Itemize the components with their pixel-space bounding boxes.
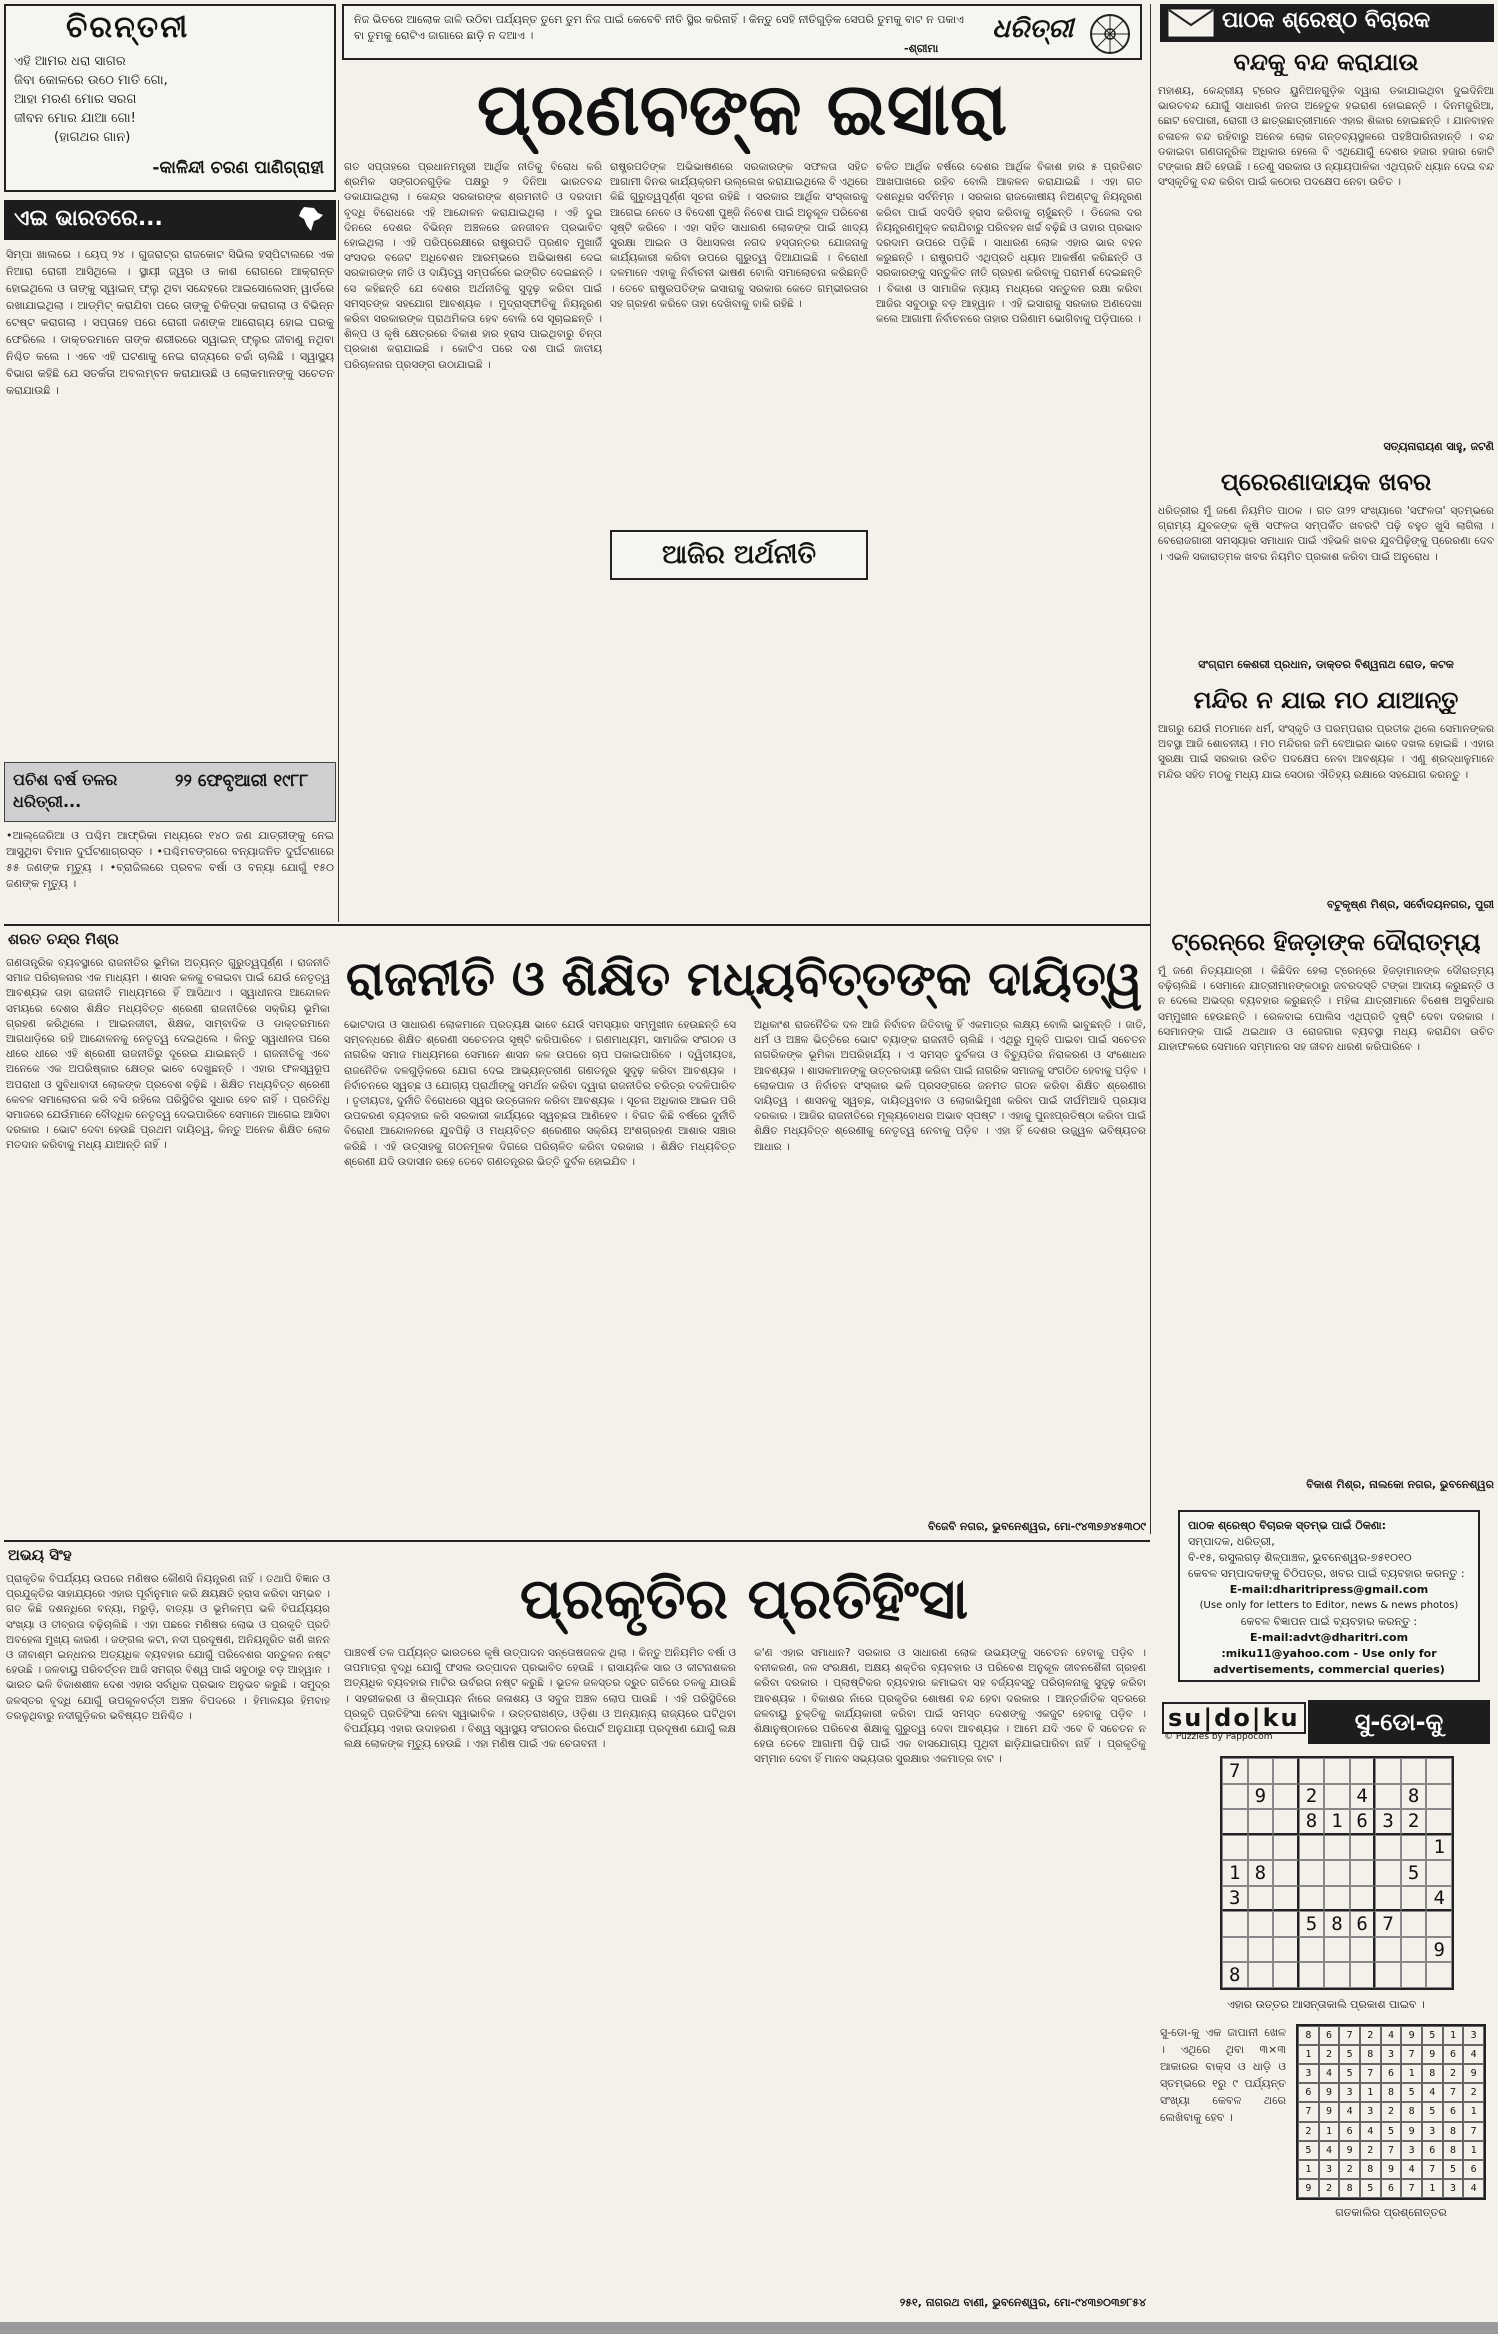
sudoku-cell[interactable] — [1426, 1809, 1452, 1835]
letter-headline: ଟ୍ରେନ୍‌ରେ ହିଜଡ଼ାଙ୍କ ଦୌରାତ୍ମ୍ୟ — [1171, 928, 1481, 956]
sudoku-cell: 9 — [1381, 2160, 1402, 2179]
sudoku-cell[interactable] — [1401, 1886, 1427, 1912]
prakruti-col2: ପାଞ୍ଚବର୍ଷ ତଳ ପର୍ଯ୍ୟନ୍ତ ଭାରତରେ କୃଷି ଉତ୍ପାଦନ ସନ୍ତୋଷଜନକ ଥିଲା । କିନ୍ତୁ ଅନିୟମିତ ବର୍ଷା ଓ ତାପମାତ୍ରା ବୃଦ୍ଧି ଯୋଗୁଁ ଫସଲ ଉତ୍ପାଦନ ପ୍ରଭାବିତ ହେଉଛି । ରାସାୟନିକ ସାର ଓ କୀଟନାଶକର ଅତ୍ୟଧିକ ବ୍ୟବହାର ମାଟିର ଉର୍ବରତା ନଷ୍ଟ କରୁଛି । ଭୂତଳ ଜଳସ୍ତର ଦ୍ରୁତ ଗତିରେ ତଳକୁ ଯାଉଛି । ସହରୀକରଣ ଓ ଶିଳ୍ପାୟନ ନାଁରେ ଜଳାଶୟ ଓ ସବୁଜ ଅଞ୍ଚଳ ଲୋପ ପାଉଛି । ଏହି ପରିସ୍ଥିତିରେ ପ୍ରକୃତି ପ୍ରତିହିଂସା ନେବା ସ୍ୱାଭାବିକ । ଉତ୍ତରାଖଣ୍ଡ, ଓଡ଼ିଶା ଓ ଅନ୍ୟାନ୍ୟ ରାଜ୍ୟରେ ଘଟିଥିବା ବିପର୍ଯ୍ୟୟ ଏହାର ଉଦାହରଣ । ବିଶ୍ୱ ସ୍ୱାସ୍ଥ୍ୟ ସଂଗଠନର ରିପୋର୍ଟ ଅନୁଯାୟୀ ପ୍ରଦୂଷଣ ଯୋଗୁଁ ଲକ୍ଷ ଲକ୍ଷ ଲୋକଙ୍କ ମୃତ୍ୟୁ ହେଉଛି । ଏହା ମଣିଷ ପାଇଁ ଏକ ଚେତାବନୀ । — [344, 1647, 736, 1751]
sudoku-cell: 7 — [1339, 2026, 1360, 2045]
sudoku-cell: 2 — [1319, 2045, 1340, 2064]
sudoku-cell[interactable] — [1248, 1911, 1274, 1937]
sudoku-cell: 2 — [1381, 2102, 1402, 2121]
sudoku-cell[interactable] — [1401, 1962, 1427, 1988]
sudoku-cell[interactable] — [1299, 1962, 1325, 1988]
sudoku-cell[interactable] — [1375, 1962, 1401, 1988]
rajniti-col3: ଅଧିକାଂଶ ରାଜନୈତିକ ଦଳ ଆଜି ନିର୍ବାଚନ ଜିତିବାକୁ ହିଁ ଏକମାତ୍ର ଲକ୍ଷ୍ୟ ବୋଲି ଭାବୁଛନ୍ତି । ଜାତି, ଧର୍ମ ଓ ଅଞ୍ଚଳ ଭିତ୍ତିରେ ଭୋଟ ବ୍ୟାଙ୍କ ରାଜନୀତି ଚାଲିଛି । ଏଥିରୁ ମୁକ୍ତି ପାଇବା ପାଇଁ ସଚେତନ ନାଗରିକଙ୍କ ଭୂମିକା ଅପରିହାର୍ଯ୍ୟ । ଏ ସମସ୍ତ ଦୁର୍ବଳତା ଓ ବିଚ୍ୟୁତିର ନିରାକରଣ ଓ ସଂଶୋଧନ ଆବଶ୍ୟକ । ଶାସକମାନଙ୍କୁ ଉତ୍ତରଦାୟୀ କରିବା ପାଇଁ ନାଗରିକ ସମାଜକୁ ସଂଗଠିତ ହେବାକୁ ପଡ଼ିବ । ଲୋକପାଳ ଓ ନିର୍ବାଚନ ସଂସ୍କାର ଭଳି ପ୍ରସଙ୍ଗରେ ଜନମତ ଗଠନ କରିବା ଶିକ୍ଷିତ ଶ୍ରେଣୀର ଦାୟିତ୍ୱ । ଶାସନକୁ ସ୍ୱଚ୍ଛ, ଦାୟିତ୍ୱବାନ ଓ ଲୋକାଭିମୁଖୀ କରିବା ପାଇଁ ଦୀର୍ଘମିଆଦି ପ୍ରୟାସ ଦରକାର । ଆଜିର ରାଜନୀତିରେ ମୂଲ୍ୟବୋଧର ଅଭାବ ସ୍ପଷ୍ଟ । ଏହାକୁ ପୁନଃପ୍ରତିଷ୍ଠା କରିବା ପାଇଁ ଶିକ୍ଷିତ ମଧ୍ୟବିତ୍ତ ଶ୍ରେଣୀକୁ ନେତୃତ୍ୱ ନେବାକୁ ପଡ଼ିବ । ଏହା ହିଁ ଦେଶର ଉଜ୍ଜ୍ୱଳ ଭବିଷ୍ୟତର ଆଧାର । — [754, 1019, 1146, 1153]
sudoku-cell: 6 — [1422, 2141, 1443, 2160]
sudoku-cell: 8 — [1360, 2045, 1381, 2064]
sudoku-cell: 7 — [1443, 2083, 1464, 2102]
pachisa-body: •ଆଲ୍‌ଜେରିଆ ଓ ପଶ୍ଚିମ ଆଫ୍ରିକା ମଧ୍ୟରେ ୧୪୦ ଜଣ ଯାତ୍ରୀଙ୍କୁ ନେଇ ଆସୁଥିବା ବିମାନ ଦୁର୍ଘଟଣାଗ୍ରସ୍ତ । •ପଶ୍ଚିମବଙ୍ଗରେ ବନ୍ୟାଜନିତ ଦୁର୍ଘଟଣାରେ ୫୫ ଜଣଙ୍କ ମୃତ୍ୟୁ । •ବ୍ରାଜିଲରେ ପ୍ରବଳ ବର୍ଷା ଓ ବନ୍ୟା ଯୋଗୁଁ ୧୫୦ ଜଣଙ୍କ ମୃତ୍ୟୁ । — [6, 829, 334, 890]
sudoku-cell: 2 — [1360, 2141, 1381, 2160]
sudoku-cell: 8 — [1298, 2026, 1319, 2045]
sudoku-cell[interactable]: 3 — [1222, 1886, 1248, 1912]
sudoku-logo-sub: © Puzzles by Pappocom — [1164, 1732, 1273, 1742]
sudoku-cell: 6 — [1381, 2064, 1402, 2083]
wheel-icon — [1088, 12, 1132, 56]
sudoku-cell: 2 — [1463, 2083, 1484, 2102]
ads-line: କେବଳ ବିଜ୍ଞାପନ ପାଇଁ ବ୍ୟବହାର କରନ୍ତୁ : — [1240, 1615, 1418, 1628]
contact-line: ସମ୍ପାଦକ, ଧରିତ୍ରୀ, — [1188, 1535, 1275, 1548]
sudoku-cell: 7 — [1401, 2179, 1422, 2198]
sudoku-cell: 7 — [1463, 2122, 1484, 2141]
letter-body: ମହାଶୟ, କେନ୍ଦ୍ରୀୟ ଟ୍ରେଡ ୟୁନିଅନଗୁଡ଼ିକ ଦ୍ୱାରା ଡକାଯାଇଥିବା ଦୁଇଦିନିଆ ଭାରତବନ୍ଦ ଯୋଗୁଁ ସାଧାରଣ ଜନତା ଅହେତୁକ ହଇରାଣ ହୋଇଛନ୍ତି । ଦିନମଜୁରିଆ, ଛୋଟ ବେପାରୀ, ରୋଗୀ ଓ ଛାତ୍ରଛାତ୍ରୀମାନେ ଏହାର ଶିକାର ହୋଇଛନ୍ତି । ଯାନବାହନ ଚଳାଚଳ ବନ୍ଦ ରହିବାରୁ ଅନେକ ଲୋକ ଗନ୍ତବ୍ୟସ୍ଥଳରେ ପହଞ୍ଚିପାରିନାହାନ୍ତି । ବନ୍ଦ ଡକାଇବା ଗଣତାନ୍ତ୍ରିକ ଅଧିକାର ହେଲେ ବି ଏଥିଯୋଗୁଁ ଦେଶର ହଜାର ହଜାର କୋଟି ଟଙ୍କାର କ୍ଷତି ହେଉଛି । ତେଣୁ ସରକାର ଓ ନ୍ୟାୟପାଳିକା ଏଥିପ୍ରତି ଧ୍ୟାନ ଦେଇ ବନ୍ଦ ସଂସ୍କୃତିକୁ ବନ୍ଦ କରିବା ପାଇଁ କଠୋର ପଦକ୍ଷେପ ନେବା ଉଚିତ । — [1158, 85, 1494, 189]
sudoku-cell[interactable]: 1 — [1426, 1835, 1452, 1861]
sudoku-cell: 3 — [1339, 2083, 1360, 2102]
sudoku-cell[interactable] — [1401, 1937, 1427, 1963]
sudoku-cell[interactable] — [1222, 1784, 1248, 1810]
sudoku-cell[interactable] — [1299, 1860, 1325, 1886]
sudoku-cell[interactable] — [1375, 1758, 1401, 1784]
sudoku-cell[interactable]: 3 — [1375, 1809, 1401, 1835]
sudoku-cell[interactable] — [1273, 1860, 1299, 1886]
sudoku-cell: 8 — [1339, 2179, 1360, 2198]
sudoku-cell[interactable] — [1426, 1860, 1452, 1886]
letter-signature: ସଂଗ୍ରାମ କେଶରୀ ପ୍ରଧାନ, ଡାକ୍ତର ବିଶ୍ୱନାଥ ରୋଡ, କଟକ — [1198, 658, 1454, 671]
sudoku-cell[interactable] — [1375, 1860, 1401, 1886]
sudoku-cell: 3 — [1360, 2102, 1381, 2121]
poem-author: -କାଳିନ୍ଦୀ ଚରଣ ପାଣିଗ୍ରାହୀ — [152, 158, 324, 178]
sudoku-cell[interactable] — [1324, 1835, 1350, 1861]
sudoku-cell: 7 — [1298, 2102, 1319, 2121]
pranab-col3: ଚଳିତ ଆର୍ଥିକ ବର୍ଷରେ ଦେଶର ଆର୍ଥିକ ବିକାଶ ହାର ୫ ପ୍ରତିଶତ ଆଖପାଖରେ ରହିବ ବୋଲି ଆକଳନ କରାଯାଇଛି । ଏହା ଗତ ଦଶନ୍ଧିର ସର୍ବନିମ୍ନ । ସରକାର ରାଜକୋଷୀୟ ନିଅଣ୍ଟକୁ ନିୟନ୍ତ୍ରଣ କରିବା ପାଇଁ ସବସିଡି ହ୍ରାସ କରିବାକୁ ଚାହୁଁଛନ୍ତି । ଡିଜେଲ ଦର ନିୟନ୍ତ୍ରଣମୁକ୍ତ କରାଯିବାରୁ ପରିବହନ ଖର୍ଚ୍ଚ ବଢ଼ିଛି ଓ ତାହାର ପ୍ରଭାବ ଦରଦାମ ଉପରେ ପଡ଼ିଛି । ସାଧାରଣ ଲୋକ ଏହାର ଭାର ବହନ କରୁଛନ୍ତି । ରାଷ୍ଟ୍ରପତି ଏଥିପ୍ରତି ଧ୍ୟାନ ଆକର୍ଷଣ କରିଛନ୍ତି ଓ ସରକାରଙ୍କୁ ସନ୍ତୁଳିତ ନୀତି ଗ୍ରହଣ କରିବାକୁ ପରାମର୍ଶ ଦେଇଛନ୍ତି । ବିକାଶ ଓ ସାମାଜିକ ନ୍ୟାୟ ମଧ୍ୟରେ ସନ୍ତୁଳନ ରକ୍ଷା କରିବା ଆଜିର ସବୁଠାରୁ ବଡ଼ ଆହ୍ୱାନ । ଏହି ଇସାରାକୁ ସରକାର ଅଣଦେଖା କଲେ ଆଗାମୀ ନିର୍ବାଚନରେ ତାହାର ପରିଣାମ ଭୋଗିବାକୁ ପଡ଼ିପାରେ । — [876, 161, 1142, 326]
sudoku-cell[interactable] — [1222, 1937, 1248, 1963]
sudoku-cell[interactable] — [1426, 1758, 1452, 1784]
rajniti-author: ଶରତ ଚନ୍ଦ୍ର ମିଶ୍ର — [8, 930, 119, 948]
sudoku-cell[interactable] — [1324, 1758, 1350, 1784]
sudoku-cell[interactable]: 4 — [1426, 1886, 1452, 1912]
quote-author: -ଶ୍ରୀମା — [904, 42, 939, 55]
contact-line: ବି-୧୫, ରସୁଲଗଡ଼ ଶିଳ୍ପାଞ୍ଚଳ, ଭୁବନେଶ୍ୱର-୭୫୧୦୧୦ — [1188, 1551, 1412, 1564]
sudoku-cell: 9 — [1422, 2045, 1443, 2064]
sudoku-cell: 5 — [1443, 2160, 1464, 2179]
sudoku-cell[interactable] — [1273, 1937, 1299, 1963]
sudoku-cell[interactable] — [1273, 1835, 1299, 1861]
sudoku-logo: su|do|ku — [1162, 1702, 1306, 1734]
sudoku-cell[interactable]: 1 — [1222, 1860, 1248, 1886]
sudoku-cell: 6 — [1339, 2122, 1360, 2141]
sudoku-cell: 1 — [1298, 2045, 1319, 2064]
sudoku-cell[interactable] — [1350, 1835, 1376, 1861]
letter-signature: ସତ୍ୟନାରାୟଣ ସାହୁ, ଜଟଣି — [1383, 440, 1494, 453]
chirantani-title: ଚିରନ୍ତନୀ — [66, 10, 190, 45]
prakruti-col1: ପ୍ରାକୃତିକ ବିପର୍ଯ୍ୟୟ ଉପରେ ମଣିଷର କୌଣସି ନିୟନ୍ତ୍ରଣ ନାହିଁ । ତଥାପି ବିଜ୍ଞାନ ଓ ପ୍ରଯୁକ୍ତିର ସାହାଯ୍ୟରେ ଏହାର ପୂର୍ବାନୁମାନ କରି କ୍ଷୟକ୍ଷତି ହ୍ରାସ କରିବା ସମ୍ଭବ । ଗତ କିଛି ଦଶନ୍ଧିରେ ବନ୍ୟା, ମରୁଡ଼ି, ବାତ୍ୟା ଓ ଭୂମିକମ୍ପ ଭଳି ବିପର୍ଯ୍ୟୟର ସଂଖ୍ୟା ଓ ତୀବ୍ରତା ବଢ଼ିଚାଲିଛି । ଏହା ପଛରେ ମଣିଷର ଲୋଭ ଓ ପ୍ରକୃତି ପ୍ରତି ଅବହେଳା ମୁଖ୍ୟ କାରଣ । ଜଙ୍ଗଲ କଟା, ନଦୀ ପ୍ରଦୂଷଣ, ଅନିୟନ୍ତ୍ରିତ ଖଣି ଖନନ ଓ ଜୀବାଶ୍ମ ଇନ୍ଧନର ଅତ୍ୟଧିକ ବ୍ୟବହାର ଯୋଗୁଁ ପରିବେଶର ସନ୍ତୁଳନ ନଷ୍ଟ ହେଉଛି । ଜଳବାୟୁ ପରିବର୍ତ୍ତନ ଆଜି ସମଗ୍ର ବିଶ୍ୱ ପାଇଁ ସବୁଠାରୁ ବଡ଼ ଆହ୍ୱାନ । ଭାରତ ଭଳି ବିକାଶଶୀଳ ଦେଶ ଏହାର ସର୍ବାଧିକ ପ୍ରଭାବ ଅନୁଭବ କରୁଛି । ସମୁଦ୍ର ଜଳସ୍ତର ବୃଦ୍ଧି ଯୋଗୁଁ ଉପକୂଳବର୍ତ୍ତୀ ଅଞ୍ଚଳ ବିପଦରେ । ହିମାଳୟର ହିମବାହ ତରଳୁଥିବାରୁ ନଦୀଗୁଡ଼ିକର ଭବିଷ୍ୟତ ଅନିଶ୍ଚିତ । — [6, 1573, 330, 1722]
sudoku-cell[interactable] — [1350, 1860, 1376, 1886]
rajniti-headline: ରାଜନୀତି ଓ ଶିକ୍ଷିତ ମଧ୍ୟବିତ୍ତଙ୍କ ଦାୟିତ୍ୱ — [345, 951, 1143, 1007]
letter-signature: ବଟୁକୃଷ୍ଣ ମିଶ୍ର, ସର୍ବୋଦୟନଗର, ପୁରୀ — [1327, 898, 1494, 911]
sudoku-cell: 4 — [1422, 2083, 1443, 2102]
sudoku-cell[interactable] — [1222, 1911, 1248, 1937]
email-note: (Use only for letters to Editor, news & news photos) — [1199, 1600, 1459, 1611]
sudoku-cell: 2 — [1319, 2179, 1340, 2198]
sudoku-cell: 8 — [1443, 2122, 1464, 2141]
sudoku-cell: 2 — [1360, 2026, 1381, 2045]
sudoku-cell: 3 — [1401, 2141, 1422, 2160]
sudoku-grid[interactable] — [1220, 1756, 1454, 1990]
sudoku-answer-note: ଏହାର ଉତ୍ତର ଆସନ୍ତାକାଲି ପ୍ରକାଶ ପାଇବ । — [1227, 1998, 1425, 2011]
sudoku-cell: 6 — [1443, 2102, 1464, 2121]
sudoku-cell[interactable] — [1273, 1784, 1299, 1810]
sudoku-cell: 3 — [1463, 2026, 1484, 2045]
sudoku-cell: 9 — [1319, 2083, 1340, 2102]
ei-bharatare-tag: ଏଇ ଭାରତରେ... — [4, 200, 336, 240]
sudoku-cell: 6 — [1298, 2083, 1319, 2102]
email-link[interactable]: E-mail:advt@dharitri.com — [1249, 1631, 1409, 1644]
sudoku-cell: 9 — [1401, 2026, 1422, 2045]
sudoku-cell[interactable]: 8 — [1222, 1962, 1248, 1988]
letter-body: ଆଗରୁ ଯେଉଁ ମଠମାନେ ଧର୍ମ, ସଂସ୍କୃତି ଓ ପରମ୍ପରାର ପ୍ରତୀକ ଥିଲେ ସେମାନଙ୍କର ଅବସ୍ଥା ଆଜି ଶୋଚନୀୟ । ମଠ ମନ୍ଦିରର ଜମି ବେଆଇନ ଭାବେ ଦଖଲ ହୋଇଛି । ଏହାର ସୁରକ୍ଷା ପାଇଁ ସରକାର ଉଚିତ ପଦକ୍ଷେପ ନେବା ଆବଶ୍ୟକ । ଏଣୁ ଶ୍ରଦ୍ଧାଳୁମାନେ ମନ୍ଦିର ସହିତ ମଠକୁ ମଧ୍ୟ ଯାଇ ସେଠାର ଐତିହ୍ୟ ରକ୍ଷାରେ ସହଯୋଗ କରନ୍ତୁ । — [1158, 723, 1494, 781]
sudoku-cell[interactable] — [1248, 1835, 1274, 1861]
sudoku-cell[interactable]: 6 — [1350, 1809, 1376, 1835]
sudoku-cell: 4 — [1381, 2026, 1402, 2045]
sudoku-cell[interactable]: 5 — [1299, 1911, 1325, 1937]
poem-line: ଜୀବନ ମୋର ଯାଆ ଗୋ! — [14, 111, 136, 126]
sudoku-cell[interactable] — [1426, 1911, 1452, 1937]
sudoku-cell: 4 — [1463, 2045, 1484, 2064]
letter-body: ଧରିତ୍ରୀର ମୁଁ ଜଣେ ନିୟମିତ ପାଠକ । ଗତ ତା୨୨ ସଂଖ୍ୟାରେ 'ସଫଳତା' ସ୍ତମ୍ଭରେ ଗ୍ରାମ୍ୟ ଯୁବକଙ୍କ କୃଷି ସଫଳତା ସମ୍ପର୍କିତ ଖବରଟି ପଢ଼ି ବହୁତ ଖୁସି ଲାଗିଲା । ବେରୋଜଗାରୀ ସମସ୍ୟାର ସମାଧାନ ପାଇଁ ଏହିଭଳି ଖବର ଯୁବପିଢ଼ିଙ୍କୁ ପ୍ରେରଣା ଦେବ । ଏଭଳି ସକାରାତ୍ମକ ଖବର ନିୟମିତ ପ୍ରକାଶ କରିବା ପାଇଁ ଅନୁରୋଧ । — [1158, 505, 1494, 563]
ei-bharatare-body: ସିମ୍ପା ଖାଲରେ । ୟେପ୍‌ ୨୪ । ଗୁଜରାଟ୍‌ର ରାଜକୋଟ ସିଭିଲ ହସ୍ପିଟାଲରେ ଏକ ନିଆରା ରୋଗୀ ଆସିଥିଲେ । ସ୍ଥାୟୀ ଜ୍ୱର ଓ କାଶ ରୋଗରେ ଆକ୍ରାନ୍ତ ହୋଇଥିଲେ ଓ ତାଙ୍କୁ ସ୍ୱାଇନ୍‌ ଫ୍ଲୁ ଥିବା ସନ୍ଦେହରେ ଆଇସୋଲେସନ୍‌ ୱାର୍ଡରେ ରଖାଯାଇଥିଲା । ଆଡ୍ମିଟ୍‌ କରାଯିବା ପରେ ତାଙ୍କୁ ଚିକିତ୍ସା କରାଗଲା ଓ ବିଭିନ୍ନ ଟେଷ୍ଟ କରାଗଲା । ସପ୍ତାହେ ପରେ ରୋଗୀ ଜଣଙ୍କ ଆରୋଗ୍ୟ ହୋଇ ଘରକୁ ଫେରିଲେ । ଡାକ୍ତରମାନେ ତାଙ୍କ ଶରୀରରେ ସ୍ୱାଇନ୍‌ ଫ୍ଲୁର ଜୀବାଣୁ ନଥିବା ନିଶ୍ଚିତ କଲେ । ଏବେ ଏହି ଘଟଣାକୁ ନେଇ ରାଜ୍ୟରେ ଚର୍ଚ୍ଚା ଚାଲିଛି । ସ୍ୱାସ୍ଥ୍ୟ ବିଭାଗ କହିଛି ଯେ ସତର୍କତା ଅବଲମ୍ବନ କରାଯାଉଛି ଓ ଲୋକମାନଙ୍କୁ ସଚେତନ କରାଯାଉଛି । — [6, 248, 334, 397]
sudoku-cell[interactable] — [1273, 1809, 1299, 1835]
sudoku-cell[interactable]: 5 — [1401, 1860, 1427, 1886]
sudoku-cell: 5 — [1298, 2141, 1319, 2160]
quote-text: ନିଜ ଭିତରେ ଆଲୋକ ଜାଳି ଉଠିବା ପର୍ଯ୍ୟନ୍ତ ତୁମେ ତୁମ ନିଜ ପାଇଁ କେବେବି ନୀତି ସ୍ଥିର କରିନାହିଁ । କିନ୍ତୁ ସେହି ନୀତିଗୁଡ଼ିକ ସେପରି ତୁମକୁ ବାଟ ନ ପକାଏ ବା ତୁମକୁ ରୋଟିଏ ଜାଗାରେ ଛାଡ଼ି ନ ଦଆଏ । — [354, 13, 964, 42]
sudoku-cell[interactable] — [1350, 1937, 1376, 1963]
section-divider — [4, 924, 1150, 926]
sudoku-cell[interactable]: 7 — [1375, 1911, 1401, 1937]
sudoku-cell[interactable]: 8 — [1401, 1784, 1427, 1810]
sudoku-cell[interactable] — [1299, 1835, 1325, 1861]
sudoku-cell: 1 — [1298, 2160, 1319, 2179]
sudoku-cell[interactable]: 2 — [1299, 1784, 1325, 1810]
envelope-icon — [1168, 9, 1214, 37]
sudoku-cell[interactable] — [1375, 1937, 1401, 1963]
column-divider — [338, 200, 339, 922]
rajniti-col1: ଗଣତାନ୍ତ୍ରିକ ବ୍ୟବସ୍ଥାରେ ରାଜନୀତିର ଭୂମିକା ଅତ୍ୟନ୍ତ ଗୁରୁତ୍ୱପୂର୍ଣ୍ଣ । ରାଜନୀତି ସମାଜ ପରିଚାଳନାର ଏକ ମାଧ୍ୟମ । ଶାସନ କଳକୁ ଚଳାଇବା ପାଇଁ ଯେଉଁ ନେତୃତ୍ୱ ଆବଶ୍ୟକ ତାହା ରାଜନୀତି ମାଧ୍ୟମରେ ହିଁ ଆସିଥାଏ । ସ୍ୱାଧୀନତା ଆନ୍ଦୋଳନ ସମୟରେ ଦେଶର ଶିକ୍ଷିତ ମଧ୍ୟବିତ୍ତ ଶ୍ରେଣୀ ରାଜନୀତିରେ ସକ୍ରିୟ ଭୂମିକା ଗ୍ରହଣ କରିଥିଲେ । ଆଇନଜୀବୀ, ଶିକ୍ଷକ, ସାମ୍ବାଦିକ ଓ ଡାକ୍ତରମାନେ ଆଗଧାଡ଼ିରେ ରହି ଆନ୍ଦୋଳନକୁ ନେତୃତ୍ୱ ଦେଇଥିଲେ । କିନ୍ତୁ ସ୍ୱାଧୀନତା ପରେ ଧୀରେ ଧୀରେ ଏହି ଶ୍ରେଣୀ ରାଜନୀତିରୁ ଦୂରେଇ ଯାଇଛନ୍ତି । ରାଜନୀତିକୁ ଏବେ ଅନେକେ ଏକ ଅପରିଷ୍କାର କ୍ଷେତ୍ର ଭାବେ ଦେଖୁଛନ୍ତି । ଏହାର ଫଳସ୍ୱରୂପ ଅପରାଧୀ ଓ ସୁବିଧାବାଦୀ ଲୋକଙ୍କ ପ୍ରବେଶ ବଢ଼ିଛି । ଶିକ୍ଷିତ ମଧ୍ୟବିତ୍ତ ଶ୍ରେଣୀ କେବଳ ସମାଲୋଚନା କରି ବସି ରହିଲେ ପରିସ୍ଥିତିର ସୁଧାର ହେବ ନାହିଁ । ପ୍ରତିନିଧି ସମାଜରେ ଯେଉଁମାନେ ବୌଦ୍ଧିକ ନେତୃତ୍ୱ ଦେଇପାରିବେ ସେମାନେ ଆଗେଇ ଆସିବା ଦରକାର । ଭୋଟ ଦେବା ହେଉଛି ପ୍ରଥମ ଦାୟିତ୍ୱ, କିନ୍ତୁ ଅନେକ ଶିକ୍ଷିତ ଲୋକ ମତଦାନ କରିବାକୁ ମଧ୍ୟ ଯାଆନ୍ତି ନାହିଁ । — [6, 957, 330, 1152]
email-note: advertisements, commercial queries) — [1213, 1663, 1445, 1676]
sudoku-cell[interactable]: 1 — [1324, 1809, 1350, 1835]
sudoku-cell: 9 — [1319, 2102, 1340, 2121]
sudoku-cell: 4 — [1463, 2179, 1484, 2198]
sudoku-header — [1158, 1700, 1494, 1748]
sudoku-cell: 1 — [1401, 2064, 1422, 2083]
prakruti-author: ଅଭୟ ସିଂହ — [8, 1546, 72, 1564]
india-map-icon — [294, 204, 326, 236]
sudoku-cell: 5 — [1422, 2026, 1443, 2045]
sudoku-cell[interactable] — [1324, 1886, 1350, 1912]
prakruti-headline: ପ୍ରକୃତିର ପ୍ରତିହିଂସା — [519, 1567, 969, 1632]
letter-headline: ମନ୍ଦିର ନ ଯାଇ ମଠ ଯାଆନ୍ତୁ — [1193, 686, 1459, 714]
sudoku-cell: 5 — [1339, 2045, 1360, 2064]
sudoku-cell: 6 — [1381, 2179, 1402, 2198]
poem-line: ଆହା ମରଣ ମୋର ସରଗ — [14, 92, 137, 107]
prakruti-signature: ୨୫୧, ନାଗରଥ ବାଣୀ, ଭୁବନେଶ୍ୱର, ମୋ-୯୪୩୭୦୩୭୮୫୪ — [899, 2296, 1146, 2309]
sudoku-cell[interactable] — [1401, 1911, 1427, 1937]
prakruti-col3: କ'ଣ ଏହାର ସମାଧାନ? ସରକାର ଓ ସାଧାରଣ ଲୋକ ଉଭୟଙ୍କୁ ସଚେତନ ହେବାକୁ ପଡ଼ିବ । ବନୀକରଣ, ଜଳ ସଂରକ୍ଷଣ, ଅକ୍ଷୟ ଶକ୍ତିର ବ୍ୟବହାର ଓ ପରିବେଶ ଅନୁକୂଳ ଜୀବନଶୈଳୀ ଗ୍ରହଣ କରିବା ଦରକାର । ପ୍ଲାଷ୍ଟିକର ବ୍ୟବହାର କମାଇବା ସହ ବର୍ଜ୍ୟବସ୍ତୁ ପରିଚାଳନାକୁ ସୁଦୃଢ଼ କରିବା ଆବଶ୍ୟକ । ବିକାଶର ନାଁରେ ପ୍ରକୃତିର ଶୋଷଣ ବନ୍ଦ ହେବା ଦରକାର । ଆନ୍ତର୍ଜାତିକ ସ୍ତରରେ ଜଳବାୟୁ ଚୁକ୍ତିକୁ କାର୍ଯ୍ୟକାରୀ କରିବା ପାଇଁ ସମସ୍ତ ଦେଶଙ୍କୁ ଏକଜୁଟ ହେବାକୁ ପଡ଼ିବ । ଶିକ୍ଷାନୁଷ୍ଠାନରେ ପରିବେଶ ଶିକ୍ଷାକୁ ଗୁରୁତ୍ୱ ଦେବା ଆବଶ୍ୟକ । ଆମେ ଯଦି ଏବେ ବି ସଚେତନ ନ ହେଉ ତେବେ ଆଗାମୀ ପିଢ଼ି ପାଇଁ ଏକ ବାସଯୋଗ୍ୟ ପୃଥିବୀ ଛାଡ଼ିଯାଇପାରିବା ନାହିଁ । ପ୍ରକୃତିକୁ ସମ୍ମାନ ଦେବା ହିଁ ମାନବ ସଭ୍ୟତାର ସୁରକ୍ଷାର ଏକମାତ୍ର ବାଟ । — [754, 1647, 1146, 1766]
sudoku-cell: 2 — [1298, 2122, 1319, 2141]
sudoku-cell: 2 — [1443, 2064, 1464, 2083]
sudoku-cell[interactable]: 9 — [1248, 1784, 1274, 1810]
sudoku-cell: 3 — [1298, 2064, 1319, 2083]
pachisa-box — [4, 762, 336, 822]
sudoku-cell: 4 — [1339, 2102, 1360, 2121]
sudoku-title: ସୁ-ଡୋ-କୁ — [1308, 1700, 1490, 1744]
sudoku-cell: 3 — [1422, 2122, 1443, 2141]
sudoku-cell[interactable] — [1324, 1860, 1350, 1886]
dharitri-logo: ଧରିତ୍ରୀ — [992, 14, 1074, 44]
sudoku-cell[interactable] — [1299, 1886, 1325, 1912]
sudoku-cell: 8 — [1401, 2102, 1422, 2121]
sudoku-cell: 1 — [1319, 2122, 1340, 2141]
contact-line: କେବଳ ସମ୍ପାଦକଙ୍କୁ ଚିଠିପତ୍ର, ଖବର ପାଇଁ ବ୍ୟବହାର କରନ୍ତୁ : — [1188, 1567, 1465, 1580]
sudoku-cell: 1 — [1422, 2179, 1443, 2198]
poem-line: (ହାଗଥର ଗାନ) — [54, 130, 131, 145]
sudoku-cell[interactable] — [1324, 1962, 1350, 1988]
pachisa-date: ୨୨ ଫେବୃଆରୀ ୧୯୮୮ — [175, 771, 309, 791]
contact-title: ପାଠକ ଶ୍ରେଷ୍ଠ ବିଚାରକ ସ୍ତମ୍ଭ ପାଇଁ ଠିକଣା: — [1188, 1519, 1387, 1532]
sudoku-cell[interactable] — [1248, 1886, 1274, 1912]
sudoku-cell[interactable] — [1248, 1962, 1274, 1988]
sudoku-cell: 5 — [1381, 2122, 1402, 2141]
column-divider — [1150, 4, 1151, 1534]
sudoku-cell: 4 — [1319, 2141, 1340, 2160]
sudoku-cell[interactable] — [1273, 1758, 1299, 1784]
sudoku-prev-label: ଗତକାଲିର ପ୍ରଶ୍ନୋତ୍ତର — [1335, 2206, 1447, 2219]
sudoku-cell[interactable] — [1299, 1937, 1325, 1963]
sudoku-cell[interactable]: 9 — [1426, 1937, 1452, 1963]
sudoku-rules: ସୁ-ଡୋ-କୁ ଏକ ଜାପାନୀ ଖେଳ । ଏଥିରେ ଥିବା ୩×୩ ଆକାରର ବାକ୍ସ ଓ ଧାଡ଼ି ଓ ସ୍ତମ୍ଭରେ ୧ରୁ ୯ ପର୍ଯ୍ୟନ୍ତ ସଂଖ୍ୟା କେବଳ ଥରେ ଲେଖିବାକୁ ହେବ । — [1160, 2026, 1286, 2124]
sudoku-cell[interactable] — [1273, 1886, 1299, 1912]
sudoku-cell: 6 — [1443, 2045, 1464, 2064]
sudoku-cell[interactable] — [1324, 1784, 1350, 1810]
sudoku-cell: 6 — [1319, 2026, 1340, 2045]
sudoku-cell: 8 — [1443, 2141, 1464, 2160]
sudoku-cell: 8 — [1360, 2160, 1381, 2179]
pranab-col2: ରାଷ୍ଟ୍ରପତିଙ୍କ ଅଭିଭାଷଣରେ ସରକାରଙ୍କ ସଫଳତା ସହିତ ଆଗାମୀ ଦିନର କାର୍ଯ୍ୟକ୍ରମ ଉଲ୍ଲେଖ କରାଯାଇଥିଲେ ବି ଏଥିରେ କିଛି ଗୁରୁତ୍ୱପୂର୍ଣ୍ଣ ସୂଚନା ରହିଛି । ସରକାର ଆର୍ଥିକ ସଂସ୍କାରକୁ ଆଗେଇ ନେବେ ଓ ବିଦେଶୀ ପୁଞ୍ଜି ନିବେଶ ପାଇଁ ଅନୁକୂଳ ପରିବେଶ ସୃଷ୍ଟି କରିବେ । ଏହା ସହିତ ସାଧାରଣ ଲୋକଙ୍କ ପାଇଁ ଖାଦ୍ୟ ସୁରକ୍ଷା ଆଇନ ଓ ସିଧାସଳଖ ନଗଦ ହସ୍ତାନ୍ତର ଯୋଜନାକୁ କାର୍ଯ୍ୟକାରୀ କରିବା ଉପରେ ଗୁରୁତ୍ୱ ଦିଆଯାଇଛି । ବିରୋଧୀ ଦଳମାନେ ଏହାକୁ ନିର୍ବାଚନୀ ଭାଷଣ ବୋଲି ସମାଲୋଚନା କରିଛନ୍ତି । ତେବେ ରାଷ୍ଟ୍ରପତିଙ୍କ ଇସାରାକୁ ସରକାର କେତେ ଗମ୍ଭୀରତାର ସହ ଗ୍ରହଣ କରିବେ ତାହା ଦେଖିବାକୁ ବାକି ରହିଛି । — [610, 161, 868, 310]
sudoku-cell[interactable] — [1350, 1886, 1376, 1912]
sudoku-cell[interactable]: 2 — [1401, 1809, 1427, 1835]
sudoku-cell[interactable] — [1299, 1758, 1325, 1784]
sudoku-cell: 7 — [1381, 2141, 1402, 2160]
sudoku-cell: 3 — [1319, 2160, 1340, 2179]
sudoku-cell: 9 — [1463, 2064, 1484, 2083]
letter-body: ମୁଁ ଜଣେ ନିତ୍ୟଯାତ୍ରୀ । କିଛିଦିନ ହେଲା ଟ୍ରେନ୍‌ରେ ହିଜଡ଼ାମାନଙ୍କ ଦୌରାତ୍ମ୍ୟ ବଢ଼ିଚାଲିଛି । ସେମାନେ ଯାତ୍ରୀମାନଙ୍କଠାରୁ ଜବରଦସ୍ତି ଟଙ୍କା ଆଦାୟ କରୁଛନ୍ତି ଓ ନ ଦେଲେ ଅଭଦ୍ର ବ୍ୟବହାର କରୁଛନ୍ତି । ମହିଳା ଯାତ୍ରୀମାନେ ବିଶେଷ ଅସୁବିଧାର ସମ୍ମୁଖୀନ ହେଉଛନ୍ତି । ରେଳବାଇ ପୋଲିସ ଏଥିପ୍ରତି ଦୃଷ୍ଟି ଦେବା ଦରକାର । ସେମାନଙ୍କ ପାଇଁ ଥଇଥାନ ଓ ରୋଜଗାର ବ୍ୟବସ୍ଥା ମଧ୍ୟ କରାଯିବା ଉଚିତ ଯାହାଫଳରେ ସେମାନେ ସମ୍ମାନର ସହ ଜୀବନ ଧାରଣ କରିପାରିବେ । — [1158, 965, 1494, 1054]
sudoku-cell: 8 — [1422, 2064, 1443, 2083]
main-headline: ପ୍ରଣବଙ୍କ ଇସାରା — [476, 67, 1008, 151]
poem-line: ଏହି ଆମର ଧରା ସାଗର — [14, 54, 126, 69]
sudoku-cell: 5 — [1339, 2064, 1360, 2083]
sudoku-cell[interactable] — [1375, 1835, 1401, 1861]
sudoku-cell[interactable] — [1222, 1809, 1248, 1835]
sudoku-cell: 5 — [1360, 2179, 1381, 2198]
pranab-col1: ଗତ ସପ୍ତାହରେ ପ୍ରଧାନମନ୍ତ୍ରୀ ଆର୍ଥିକ ନୀତିକୁ ବିରୋଧ କରି ଶ୍ରମିକ ସଙ୍ଗଠନଗୁଡ଼ିକ ପକ୍ଷରୁ ୨ ଦିନିଆ ଭାରତବନ୍ଦ ଡକାଯାଇଥିଲା । କେନ୍ଦ୍ର ସରକାରଙ୍କ ଶ୍ରମନୀତି ଓ ଦରଦାମ ବୃଦ୍ଧି ବିରୋଧରେ ଏହି ଆନ୍ଦୋଳନ କରାଯାଇଥିଲା । ଏହି ଦୁଇ ଦିନରେ ଦେଶର ବିଭିନ୍ନ ଅଞ୍ଚଳରେ ଜନଜୀବନ ପ୍ରଭାବିତ ହୋଇଥିଲା । ଏହି ପରିପ୍ରେକ୍ଷୀରେ ରାଷ୍ଟ୍ରପତି ପ୍ରଣବ ମୁଖାର୍ଜି ସଂସଦର ବଜେଟ ଅଧିବେଶନ ଆରମ୍ଭରେ ଅଭିଭାଷଣ ଦେଇ ସରକାରଙ୍କ ନୀତି ଓ ଦାୟିତ୍ୱ ସମ୍ପର୍କରେ ଇଙ୍ଗିତ ଦେଇଛନ୍ତି । ସେ କହିଛନ୍ତି ଯେ ଦେଶର ଅର୍ଥନୀତିକୁ ସୁଦୃଢ଼ କରିବା ପାଇଁ ସମସ୍ତଙ୍କ ସହଯୋଗ ଆବଶ୍ୟକ । ମୁଦ୍ରାସ୍ଫୀତିକୁ ନିୟନ୍ତ୍ରଣ କରିବା ସରକାରଙ୍କ ପ୍ରାଥମିକତା ହେବ ବୋଲି ସେ ସୂଚାଇଛନ୍ତି । ଶିଳ୍ପ ଓ କୃଷି କ୍ଷେତ୍ରରେ ବିକାଶ ହାର ହ୍ରାସ ପାଇଥିବାରୁ ଚିନ୍ତା ପ୍ରକାଶ କରାଯାଇଛି । କୋଟିଏ ପରେ ଦଶ ପାଇଁ ଜାତୀୟ ପରିଚାଳନାର ପ୍ରସଙ୍ଗ ଉଠାଯାଇଛି । — [344, 161, 602, 371]
sudoku-cell: 1 — [1443, 2026, 1464, 2045]
sudoku-cell: 3 — [1443, 2179, 1464, 2198]
letter-headline: ପ୍ରେରଣାଦାୟକ ଖବର — [1220, 468, 1432, 496]
letters-header — [1160, 4, 1494, 42]
email-link[interactable]: :miku11@yahoo.com - Use only for — [1221, 1647, 1437, 1660]
sudoku-cell: 7 — [1401, 2045, 1422, 2064]
sudoku-cell[interactable] — [1222, 1835, 1248, 1861]
sudoku-cell: 7 — [1360, 2064, 1381, 2083]
sudoku-cell: 9 — [1339, 2141, 1360, 2160]
sudoku-cell: 5 — [1422, 2102, 1443, 2121]
email-link[interactable]: E-mail:dharitripress@gmail.com — [1229, 1583, 1429, 1596]
sudoku-cell: 8 — [1381, 2083, 1402, 2102]
sudoku-cell: 3 — [1381, 2045, 1402, 2064]
sudoku-cell[interactable] — [1350, 1962, 1376, 1988]
sudoku-cell[interactable]: 6 — [1350, 1911, 1376, 1937]
sudoku-cell: 9 — [1298, 2179, 1319, 2198]
sudoku-cell[interactable]: 8 — [1299, 1809, 1325, 1835]
arthaniti-box: ଆଜିର ଅର୍ଥନୀତି — [610, 530, 868, 580]
sudoku-cell: 1 — [1463, 2102, 1484, 2121]
sudoku-cell[interactable] — [1401, 1835, 1427, 1861]
sudoku-cell[interactable]: 8 — [1248, 1860, 1274, 1886]
letter-headline: ବନ୍ଦକୁ ବନ୍ଦ କରାଯାଉ — [1233, 48, 1419, 76]
sudoku-cell: 1 — [1463, 2141, 1484, 2160]
sudoku-cell: 5 — [1401, 2083, 1422, 2102]
sudoku-cell[interactable] — [1350, 1758, 1376, 1784]
footer-strip — [0, 2322, 1498, 2334]
letters-label: ପାଠକ ଶ୍ରେଷ୍ଠ ବିଚାରକ — [1222, 8, 1431, 33]
sudoku-cell: 1 — [1360, 2083, 1381, 2102]
letter-signature: ବିକାଶ ମିଶ୍ର, ନାଲକୋ ନଗର, ଭୁବନେଶ୍ୱର — [1306, 1478, 1494, 1491]
sudoku-cell[interactable] — [1324, 1937, 1350, 1963]
rajniti-col2: ଭୋଟଦାତା ଓ ସାଧାରଣ ଲୋକମାନେ ପ୍ରତ୍ୟକ୍ଷ ଭାବେ ଯେଉଁ ସମସ୍ୟାର ସମ୍ମୁଖୀନ ହେଉଛନ୍ତି ସେ ସମ୍ବନ୍ଧରେ ଶିକ୍ଷିତ ଶ୍ରେଣୀ ସଚେତନତା ସୃଷ୍ଟି କରିପାରିବେ । ଗଣମାଧ୍ୟମ, ସାମାଜିକ ସଂଗଠନ ଓ ନାଗରିକ ସମାଜ ମାଧ୍ୟମରେ ସେମାନେ ଶାସନ କଳ ଉପରେ ଚାପ ପକାଇପାରିବେ । ଦ୍ୱିତୀୟତଃ, ରାଜନୈତିକ ଦଳଗୁଡ଼ିକରେ ଯୋଗ ଦେଇ ଆଭ୍ୟନ୍ତରୀଣ ଗଣତନ୍ତ୍ର ସୁଦୃଢ଼ କରିବା ଆବଶ୍ୟକ । ନିର୍ବାଚନରେ ସ୍ୱଚ୍ଛ ଓ ଯୋଗ୍ୟ ପ୍ରାର୍ଥୀଙ୍କୁ ସମର୍ଥନ କରିବା ଦ୍ୱାରା ରାଜନୀତିର ଚରିତ୍ର ବଦଳିପାରିବ । ତୃତୀୟତଃ, ଦୁର୍ନୀତି ବିରୋଧରେ ସ୍ୱର ଉତ୍ତୋଳନ କରିବା ଆବଶ୍ୟକ । ସୂଚନା ଅଧିକାର ଆଇନ ପରି ଉପକରଣ ବ୍ୟବହାର କରି ସରକାରୀ କାର୍ଯ୍ୟରେ ସ୍ୱଚ୍ଛତା ଆଣିହେବ । ବିଗତ କିଛି ବର୍ଷରେ ଦୁର୍ନୀତି ବିରୋଧୀ ଆନ୍ଦୋଳନରେ ଯୁବପିଢ଼ି ଓ ମଧ୍ୟବିତ୍ତ ଶ୍ରେଣୀର ସକ୍ରିୟ ଅଂଶଗ୍ରହଣ ଆଶାର ସଞ୍ଚାର କରିଛି । ଏହି ଉତ୍ସାହକୁ ଗଠନମୂଳକ ଦିଗରେ ପରିଚାଳିତ କରିବା ଦରକାର । ଶିକ୍ଷିତ ମଧ୍ୟବିତ୍ତ ଶ୍ରେଣୀ ଯଦି ଉଦାସୀନ ରହେ ତେବେ ଗଣତନ୍ତ୍ରର ଭିତ୍ତି ଦୁର୍ବଳ ହୋଇଯିବ । — [344, 1019, 736, 1168]
sudoku-cell[interactable]: 8 — [1324, 1911, 1350, 1937]
sudoku-cell: 4 — [1319, 2064, 1340, 2083]
sudoku-cell: 2 — [1339, 2160, 1360, 2179]
sudoku-cell[interactable] — [1426, 1784, 1452, 1810]
sudoku-cell[interactable] — [1401, 1758, 1427, 1784]
quote-box — [342, 4, 1142, 60]
sudoku-cell[interactable] — [1273, 1911, 1299, 1937]
sudoku-cell[interactable] — [1426, 1962, 1452, 1988]
sudoku-cell[interactable] — [1248, 1809, 1274, 1835]
pachisa-label: ପଚିଶ ବର୍ଷ ତଳର ଧରିତ୍ରୀ... — [13, 770, 118, 811]
poem-line: ଜିବା କୋଳରେ ଉଠେ ମାତି ଗୋ, — [14, 73, 168, 88]
sudoku-cell: 4 — [1401, 2160, 1422, 2179]
sudoku-cell[interactable] — [1273, 1962, 1299, 1988]
sudoku-cell[interactable] — [1375, 1886, 1401, 1912]
sudoku-cell[interactable] — [1375, 1784, 1401, 1810]
sudoku-cell: 6 — [1463, 2160, 1484, 2179]
contact-box — [1178, 1510, 1480, 1682]
sudoku-cell: 7 — [1422, 2160, 1443, 2179]
sudoku-cell[interactable]: 4 — [1350, 1784, 1376, 1810]
sudoku-cell[interactable]: 7 — [1222, 1758, 1248, 1784]
section-divider — [4, 1540, 1150, 1542]
chirantani-box — [4, 4, 336, 192]
rajniti-signature: ବିଜେବି ନଗର, ଭୁବନେଶ୍ୱର, ମୋ-୯୪୩୭୬୪୫୩୦୯ — [927, 1520, 1146, 1533]
sudoku-cell: 9 — [1401, 2122, 1422, 2141]
sudoku-cell[interactable] — [1248, 1937, 1274, 1963]
sudoku-previous-grid — [1296, 2024, 1486, 2200]
sudoku-cell: 4 — [1360, 2122, 1381, 2141]
sudoku-cell[interactable] — [1248, 1758, 1274, 1784]
